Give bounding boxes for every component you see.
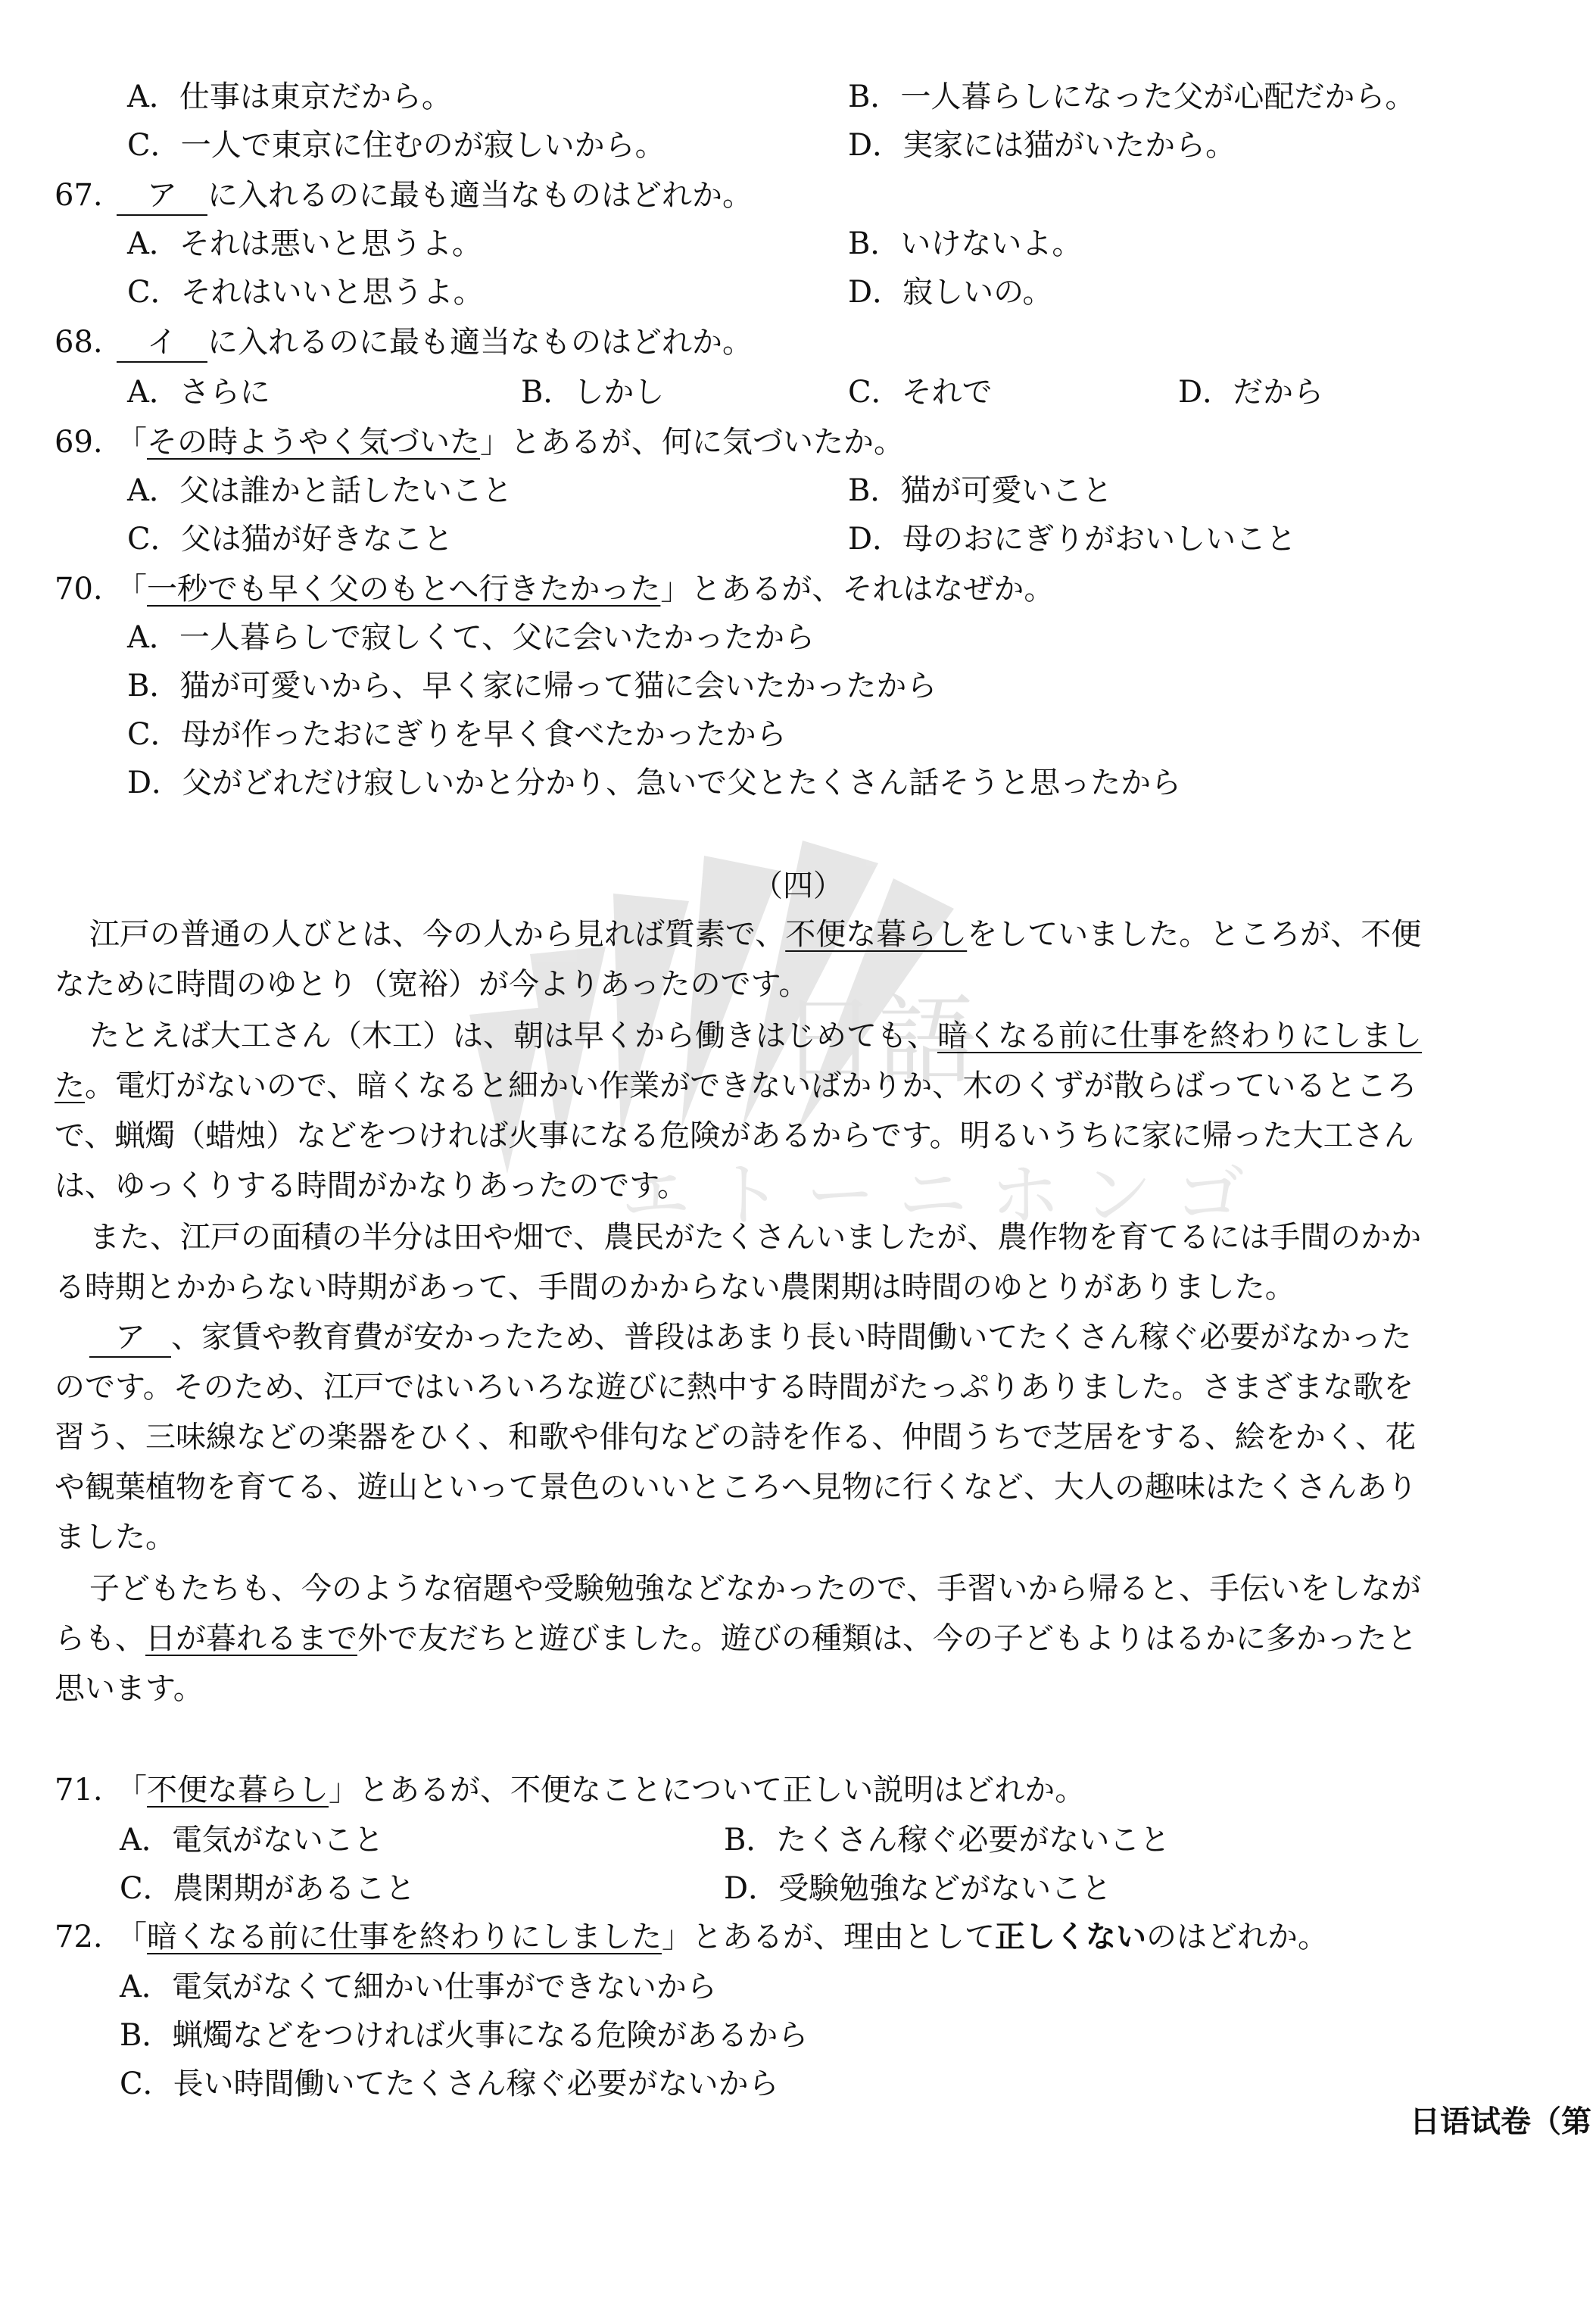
question-text: とあるが、不便なことについて正しい説明はどれか。 xyxy=(359,1773,1086,1808)
close-bracket: 」 xyxy=(329,1773,359,1808)
question-number: 68. xyxy=(55,325,103,360)
passage-text: 、家賃や教育費が安かったため、普段はあまり長い時間働いてたくさん稼ぐ必要がなかった xyxy=(171,1320,1412,1355)
q68-option-b: B．しかし xyxy=(521,375,665,410)
q69-option-d: D．母のおにぎりがおいしいこと xyxy=(848,522,1297,557)
passage-p4-line2: のです。そのため、江戸ではいろいろな遊びに熱中する時間がたっぷりありました。さまざまな歌を xyxy=(55,1370,1414,1405)
q71-option-c: C．農閑期があること xyxy=(120,1871,416,1906)
passage-p4-line5: ました。 xyxy=(55,1520,176,1555)
q70-option-a: A．一人暮らしで寂しくて、父に会いたかったから xyxy=(127,620,815,655)
q70-stem xyxy=(55,565,1054,613)
question-text-end: のはどれか。 xyxy=(1146,1920,1328,1954)
q66-option-d: D．実家には猫がいたから。 xyxy=(848,128,1236,163)
emphasis-text: 正しくない xyxy=(995,1919,1146,1954)
q69-option-c: C．父は猫が好きなこと xyxy=(127,522,454,557)
quoted-phrase: 不便な暮らし xyxy=(147,1773,329,1808)
q67-option-b: B．いけないよ。 xyxy=(848,226,1083,261)
passage-p4-line1 xyxy=(89,1313,1411,1362)
open-bracket: 「 xyxy=(117,572,147,607)
q70-option-b: B．猫が可愛いから、早く家に帰って猫に会いたかったから xyxy=(127,669,937,703)
q72-option-a: A．電気がなくて細かい仕事ができないから xyxy=(120,1970,717,2004)
passage-p5-line1: 子どもたちも、今のような宿題や受験勉強などなかったので、手習いから帰ると、手伝いをしなが xyxy=(89,1571,1422,1606)
question-text: とあるが、何に気づいたか。 xyxy=(510,425,904,460)
blank-a: ア xyxy=(89,1318,171,1358)
q67-stem xyxy=(55,171,753,220)
question-number: 71. xyxy=(55,1773,103,1808)
q67-option-a: A．それは悪いと思うよ。 xyxy=(127,226,482,261)
q68-option-c: C．それで xyxy=(848,375,993,410)
underlined-phrase: 不便な暮らし xyxy=(785,917,968,952)
underlined-phrase: 暗くなる前に仕事を終わりにしまし xyxy=(937,1018,1422,1053)
passage-p4-line4: や観葉植物を育てる、遊山といって景色のいいところへ見物に行くなど、大人の趣味はたくさんあり xyxy=(55,1470,1417,1505)
q71-option-d: D．受験勉強などがないこと xyxy=(724,1871,1112,1906)
q72-stem xyxy=(55,1913,1328,1961)
q68-stem xyxy=(55,318,753,367)
question-number: 69. xyxy=(55,425,103,460)
passage-text: らも、 xyxy=(55,1621,145,1656)
underlined-phrase: 日が暮れるまで xyxy=(145,1621,357,1656)
q69-option-b: B．猫が可愛いこと xyxy=(848,473,1113,508)
open-bracket: 「 xyxy=(117,1773,147,1808)
section-title: （四） xyxy=(753,869,843,903)
passage-p5-line2 xyxy=(55,1614,1417,1663)
passage-p4-line3: 習う、三味線などの楽器をひく、和歌や俳句などの詩を作る、仲間うちで芝居をする、絵をかく、花 xyxy=(55,1420,1416,1455)
open-bracket: 「 xyxy=(117,425,147,460)
passage-p2-line2 xyxy=(55,1062,1417,1110)
passage-p2-line4: は、ゆっくりする時間がかなりあったのです。 xyxy=(55,1168,687,1203)
open-bracket: 「 xyxy=(117,1920,147,1954)
passage-text: 。電灯がないので、暗くなると細かい作業ができないばかりか、木のくずが散らばっているところ xyxy=(85,1068,1417,1103)
watermark-sub-text: エトーニホンゴ xyxy=(621,1155,1268,1236)
passage-p3-line1: また、江戸の面積の半分は田や畑で、農民がたくさんいましたが、農作物を育てるには手間のかか xyxy=(89,1220,1422,1255)
passage-p2-line1 xyxy=(89,1012,1422,1060)
close-bracket: 」 xyxy=(480,425,510,460)
passage-p3-line2: る時期とかからない時期があって、手間のかからない農閑期は時間のゆとりがありました。 xyxy=(55,1270,1295,1305)
q71-stem xyxy=(55,1766,1085,1814)
q72-option-c: C．長い時間働いてたくさん稼ぐ必要がないから xyxy=(120,2066,779,2101)
quoted-phrase: その時ようやく気づいた xyxy=(147,425,480,460)
close-bracket: 」 xyxy=(660,572,691,607)
question-number: 72. xyxy=(55,1920,103,1954)
underlined-phrase: た xyxy=(55,1068,85,1103)
q70-option-c: C．母が作ったおにぎりを早く食べたかったから xyxy=(127,717,787,752)
passage-text: たとえば大工さん（木工）は、朝は早くから働きはじめても、 xyxy=(89,1018,937,1053)
question-text: に入れるのに最も適当なものはどれか。 xyxy=(207,178,753,213)
question-text: に入れるのに最も適当なものはどれか。 xyxy=(207,325,753,360)
q69-option-a: A．父は誰かと話したいこと xyxy=(127,473,513,508)
question-text: とあるが、理由として xyxy=(692,1920,995,1954)
blank-a: ア xyxy=(117,176,207,216)
q67-option-c: C．それはいいと思うよ。 xyxy=(127,275,484,310)
q66-option-c: C．一人で東京に住むのが寂しいから。 xyxy=(127,128,666,163)
q67-option-d: D．寂しいの。 xyxy=(848,275,1053,310)
passage-text: 外で友だちと遊びました。遊びの種類は、今の子どもよりはるかに多かったと xyxy=(357,1621,1417,1656)
question-number: 67. xyxy=(55,178,103,213)
page-footer: 日语试卷（第 xyxy=(1410,2104,1591,2139)
q66-option-b: B．一人暮らしになった父が心配だから。 xyxy=(848,80,1416,114)
quoted-phrase: 暗くなる前に仕事を終わりにしました xyxy=(147,1920,662,1954)
q68-option-a: A．さらに xyxy=(127,375,270,410)
passage-text: 江戸の普通の人びとは、今の人から見れば質素で、 xyxy=(89,917,786,952)
q71-option-b: B．たくさん稼ぐ必要がないこと xyxy=(724,1823,1171,1858)
q69-stem xyxy=(55,418,904,466)
passage-p1-line2: なために時間のゆとり（宽裕）が今よりあったのです。 xyxy=(55,967,809,1002)
quoted-phrase: 一秒でも早く父のもとへ行きたかった xyxy=(147,572,661,607)
blank-i: イ xyxy=(117,323,207,363)
passage-p5-line3: 思います。 xyxy=(55,1671,204,1706)
close-bracket: 」 xyxy=(662,1920,692,1954)
q72-option-b: B．蝋燭などをつければ火事になる危険があるから xyxy=(120,2018,809,2053)
question-text: とあるが、それはなぜか。 xyxy=(690,572,1055,607)
passage-p1-line1 xyxy=(89,910,1421,959)
watermark-main-text: 日語 xyxy=(780,984,977,1099)
q70-option-d: D．父がどれだけ寂しいかと分かり、急いで父とたくさん話そうと思ったから xyxy=(127,766,1182,800)
question-number: 70. xyxy=(55,572,103,607)
passage-text: をしていました。ところが、不便 xyxy=(967,917,1422,952)
q66-option-a: A．仕事は東京だから。 xyxy=(127,80,452,114)
q68-option-d: D．だから xyxy=(1178,375,1324,410)
passage-p2-line3: で、蝋燭（蜡烛）などをつければ火事になる危険があるからです。明るいうちに家に帰った大工さん xyxy=(55,1118,1414,1153)
q71-option-a: A．電気がないこと xyxy=(120,1823,384,1858)
